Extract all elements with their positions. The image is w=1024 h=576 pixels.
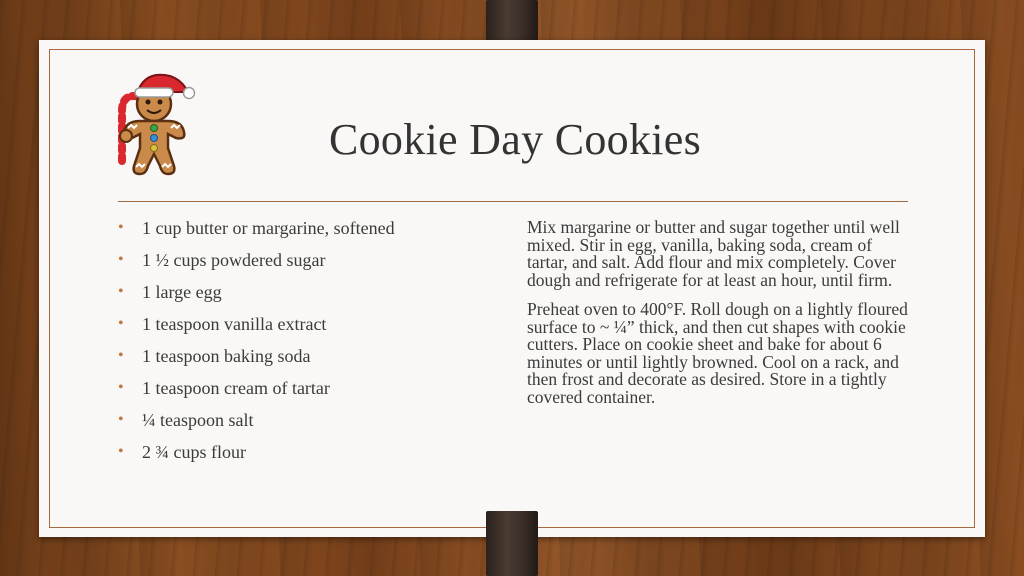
ingredient-text: 1 ½ cups powdered sugar	[142, 250, 326, 270]
bullet-icon: •	[118, 283, 124, 300]
ingredient-text: 1 teaspoon vanilla extract	[142, 314, 327, 334]
ingredient-item	[118, 439, 395, 471]
ingredient-text: 1 large egg	[142, 282, 222, 302]
ingredient-item	[118, 279, 395, 311]
bullet-icon: •	[118, 411, 124, 428]
instructions-paragraph: Preheat oven to 400°F. Roll dough on a lightly floured surface to ~ ¼” thick, and then cut shapes with cookie cutters. Place on cookie sheet and bake for about 6 minutes or until lightly browned. Cool on a rack, and then frost and decorate as desired. Store in a tightly covered container.	[527, 299, 908, 407]
ingredient-text: 1 cup butter or margarine, softened	[142, 218, 395, 238]
instructions-paragraph: Mix margarine or butter and sugar together until well mixed. Stir in egg, vanilla, baking soda, cream of tartar, and salt. Add flour and mix completely. Cover dough and refrigerate for at least an hour, until firm.	[527, 217, 900, 290]
slide-title: Cookie Day Cookies	[328, 115, 702, 164]
ingredient-item	[118, 247, 395, 279]
bullet-icon: •	[118, 379, 124, 396]
bullet-icon: •	[118, 251, 124, 268]
ingredients-list	[118, 215, 395, 471]
ingredient-item	[118, 407, 395, 439]
bullet-icon: •	[118, 443, 124, 460]
ingredient-item	[118, 215, 395, 247]
ingredient-item	[118, 375, 395, 407]
bullet-icon: •	[118, 315, 124, 332]
bullet-icon: •	[118, 347, 124, 364]
ingredient-text: 1 teaspoon baking soda	[142, 346, 311, 366]
ingredient-item	[118, 311, 395, 343]
ingredient-text: 2 ¾ cups flour	[142, 442, 246, 462]
ingredient-text: ¼ teaspoon salt	[142, 410, 254, 430]
ingredient-text: 1 teaspoon cream of tartar	[142, 378, 330, 398]
instructions-block	[527, 219, 912, 418]
binder-clip-bottom	[486, 511, 538, 576]
title-divider	[118, 201, 908, 202]
bullet-icon: •	[118, 219, 124, 236]
ingredient-item	[118, 343, 395, 375]
